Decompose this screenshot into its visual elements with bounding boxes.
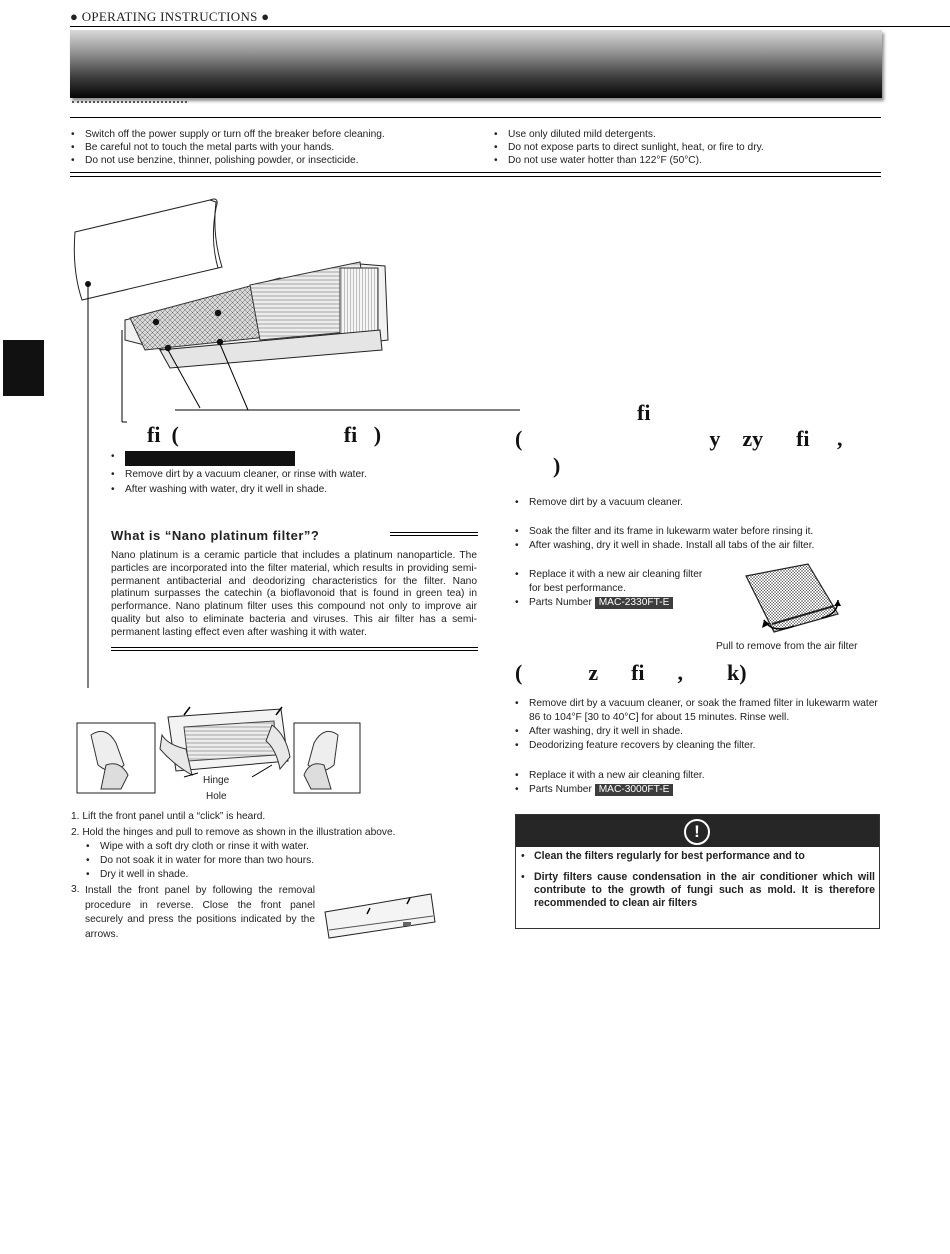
- front-panel-removal-illustration: [76, 705, 441, 795]
- caution-box: [515, 814, 880, 929]
- left-filter-heading: fi ( fi ): [147, 422, 382, 447]
- right-filter1-bullets-b: [514, 525, 884, 553]
- hinge-label: Hinge: [203, 775, 230, 786]
- right-filter1-heading-line1: fi: [637, 400, 651, 425]
- parts-number-badge: MAC-2330FT-E: [595, 597, 674, 609]
- step-2-subitems: [85, 840, 431, 882]
- nano-text: Nano platinum is a ceramic particle that includes a platinum nanoparticle. The particles are incorporated into the filter material, which results in providing semi-permanent antibacterial and deodorizing characteristics for the filter. Nano platinum surpasses the catechin (a bioflavonoid that is found in green tea) in performance. Nano platinum filter uses this compound not only to improve air quality but also to eliminate bacteria and viruses. This air filter has a semi-permanent lasting effect even after washing it with water.: [111, 550, 477, 638]
- parts-number-label: Parts Number: [529, 784, 592, 795]
- exclamation-icon: !: [684, 819, 710, 845]
- indoor-unit-illustration: [70, 190, 530, 420]
- step-2: 2. Hold the hinges and pull to remove as shown in the illustration above.: [71, 827, 396, 838]
- left-filter-bullets: [110, 467, 490, 497]
- right-filter2-replace: [514, 769, 882, 797]
- closed-unit-illustration: [323, 890, 437, 940]
- list-item: • Replace it with a new air cleaning filter.: [514, 769, 882, 783]
- precaution-rule-bottom-1: [70, 172, 881, 173]
- precaution-rule-top: [70, 117, 881, 118]
- title-banner: [70, 30, 882, 98]
- bullet-mark: •: [111, 451, 115, 462]
- right-filter1-bullets-a: [514, 496, 884, 509]
- section-label: ● OPERATING INSTRUCTIONS ●: [70, 9, 270, 24]
- caution-body: [516, 847, 879, 910]
- hole-label: Hole: [206, 791, 227, 802]
- list-item: • Wipe with a soft dry cloth or rinse it with water.: [85, 840, 431, 854]
- right-filter1-heading-line3: ): [553, 453, 561, 478]
- list-item: • Deodorizing feature recovers by cleaning the filter.: [514, 739, 882, 753]
- parts-number-label: Parts Number: [529, 597, 592, 608]
- list-item: • Remove dirt by a vacuum cleaner, or soak the framed filter in lukewarm water 86 to 104°F [30 to 40°C] for about 15 minutes. Rinse well.: [514, 697, 882, 725]
- list-item: • Remove dirt by a vacuum cleaner, or rinse with water.: [110, 467, 490, 482]
- right-filter2-heading: ( z fi , k): [515, 660, 747, 685]
- right-filter2-bullets-a: [514, 697, 882, 753]
- list-item: • Do not use benzine, thinner, polishing powder, or insecticide.: [70, 154, 470, 167]
- nano-bottom-rule: [111, 647, 478, 651]
- caution-item: • Dirty filters cause condensation in the air conditioner which will contribute to the growth of fungi such as mold. It is therefore recommended to clean air filters: [520, 871, 875, 910]
- step-3-text: Install the front panel by following the removal procedure in reverse. Close the front panel securely and press the positions indicated by the arrows.: [85, 885, 315, 940]
- list-item: • Do not use water hotter than 122°F (50°C).: [493, 154, 883, 167]
- list-item: • Do not expose parts to direct sunlight, heat, or fire to dry.: [493, 141, 883, 154]
- filter-caption: Pull to remove from the air filter: [716, 641, 858, 652]
- right-filter1-replace: [514, 568, 704, 610]
- caution-item: • Clean the filters regularly for best performance and to: [520, 850, 875, 863]
- list-item: • After washing with water, dry it well in shade.: [110, 482, 490, 497]
- precaution-rule-bottom-2: [70, 176, 881, 177]
- list-item: • Be careful not to touch the metal parts with your hands.: [70, 141, 470, 154]
- redacted-bar: [125, 451, 295, 466]
- caution-header: [516, 815, 879, 847]
- list-item: • Soak the filter and its frame in lukewarm water before rinsing it.: [514, 525, 884, 539]
- nano-title: What is “Nano platinum filter”?: [111, 528, 320, 543]
- nano-title-rule: [390, 532, 478, 536]
- banner-artifact: [72, 101, 187, 107]
- list-item: • Replace it with a new air cleaning filter for best performance.: [514, 568, 704, 596]
- page-tab: [3, 340, 44, 396]
- right-filter1-heading-line2: ( y zy fi ,: [515, 426, 843, 451]
- list-item: • Do not soak it in water for more than two hours.: [85, 854, 431, 868]
- parts-number-badge: MAC-3000FT-E: [595, 784, 674, 796]
- air-cleaning-filter-illustration: [742, 562, 842, 642]
- list-item: • Use only diluted mild detergents.: [493, 128, 883, 141]
- precautions-right: [493, 128, 883, 167]
- header-rule: [70, 26, 950, 27]
- list-item: [514, 596, 704, 610]
- list-item: • After washing, dry it well in shade. Install all tabs of the air filter.: [514, 539, 884, 553]
- list-item: • Dry it well in shade.: [85, 868, 431, 882]
- list-item: • After washing, dry it well in shade.: [514, 725, 882, 739]
- list-item: • Switch off the power supply or turn off the breaker before cleaning.: [70, 128, 470, 141]
- list-item: [514, 783, 882, 797]
- front-panel-steps: [71, 810, 431, 882]
- list-item: • Remove dirt by a vacuum cleaner.: [514, 496, 884, 509]
- step-3-number: 3.: [71, 884, 80, 895]
- precautions-left: [70, 128, 470, 167]
- step-1: 1. Lift the front panel until a “click” is heard.: [71, 811, 266, 822]
